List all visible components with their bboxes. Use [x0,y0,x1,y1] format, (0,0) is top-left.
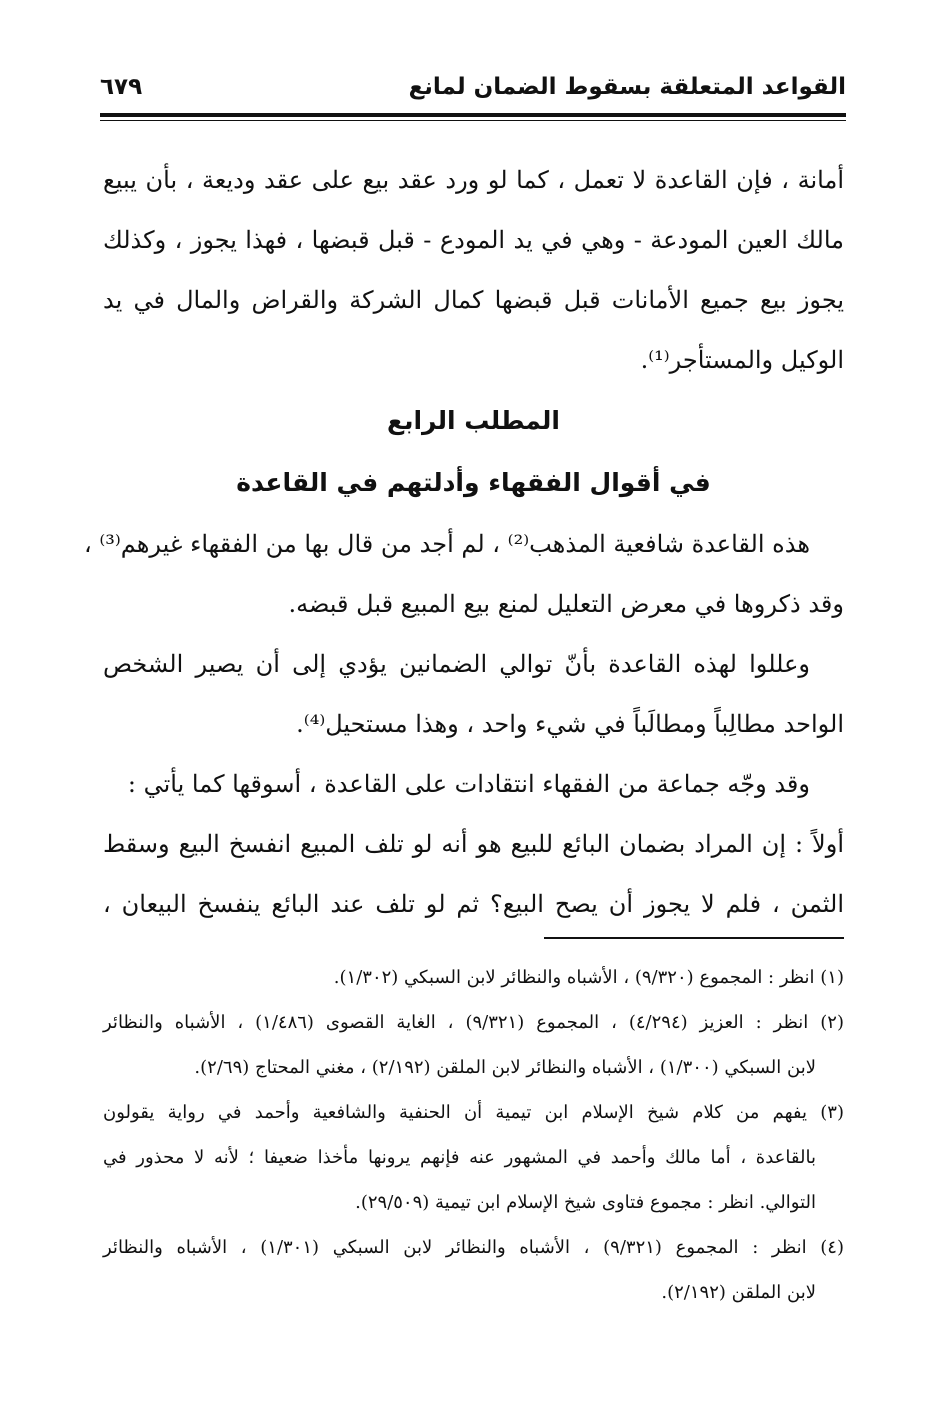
page-header [100,70,846,110]
text-line: وقد وجّه جماعة من الفقهاء انتقادات على القاعدة ، أسوقها كما يأتي : [127,770,810,798]
page-number: ٦٧٩ [100,74,143,100]
text-line: يجوز بيع جميع الأمانات قبل قبضها كمال الشركة والقراض والمال في يد [103,286,844,314]
running-title: القواعد المتعلقة بسقوط الضمان لمانع [408,74,846,100]
text-line: الوكيل والمستأجر⁽¹⁾. [640,346,844,374]
footnote-line: لابن الملقن (٢/١٩٢). [661,1282,816,1303]
text-line: الثمن ، فلم لا يجوز أن يصح البيع؟ ثم لو تلف عند البائع ينفسخ البيعان ، [103,890,844,918]
section-heading: المطلب الرابع [387,406,560,435]
text-line: أمانة ، فإن القاعدة لا تعمل ، كما لو ورد عقد بيع على عقد وديعة ، بأن يبيع [103,166,844,194]
footnotes [103,955,844,1315]
text-line: مالك العين المودعة - وهي في يد المودع - قبل قبضها ، فهذا يجوز ، وكذلك [103,226,844,254]
footnote-separator [544,937,844,939]
header-rule-thick [100,113,846,117]
footnote-line: بالقاعدة ، أما مالك وأحمد في المشهور عنه فإنهم يرونها مأخذا ضعيفا ؛ لأنه لا محذور في [103,1147,816,1168]
text-line: أولاً : إن المراد بضمان البائع للبيع هو أنه لو تلف المبيع انفسخ البيع وسقط [103,830,844,858]
footnote-line: (٤) انظر : المجموع (٩/٣٢١) ، الأشباه والنظائر لابن السبكي (١/٣٠١) ، الأشباه والنظائر [103,1237,844,1258]
main-text [83,150,844,934]
text-line: هذه القاعدة شافعية المذهب⁽²⁾ ، لم أجد من قال بها من الفقهاء غيرهم⁽³⁾ ، [83,530,810,558]
section-subheading: في أقوال الفقهاء وأدلتهم في القاعدة [236,468,711,497]
footnote-line: لابن السبكي (١/٣٠٠) ، الأشباه والنظائر لابن الملقن (٢/١٩٢) ، مغني المحتاج (٢/٦٩). [194,1057,816,1078]
footnote-line: (١) انظر : المجموع (٩/٣٢٠) ، الأشباه والنظائر لابن السبكي (١/٣٠٢). [333,967,844,988]
footnote-line: (٢) انظر : العزيز (٤/٢٩٤) ، المجموع (٩/٣٢١) ، الغاية القصوى (١/٤٨٦) ، الأشباه والنظائر [103,1012,844,1033]
text-line: وقد ذكروها في معرض التعليل لمنع بيع المبيع قبل قبضه. [288,590,844,618]
header-rule-thin [100,120,846,121]
text-line: وعللوا لهذه القاعدة بأنّ توالي الضمانين يؤدي إلى أن يصير الشخص [103,650,810,678]
footnote-line: (٣) يفهم من كلام شيخ الإسلام ابن تيمية أن الحنفية والشافعية وأحمد في رواية يقولون [103,1102,844,1123]
footnote-line: التوالي. انظر : مجموع فتاوى شيخ الإسلام ابن تيمية (٢٩/٥٠٩). [355,1192,816,1213]
text-line: الواحد مطالِباً ومطالَباً في شيء واحد ، وهذا مستحيل⁽⁴⁾. [296,710,844,738]
